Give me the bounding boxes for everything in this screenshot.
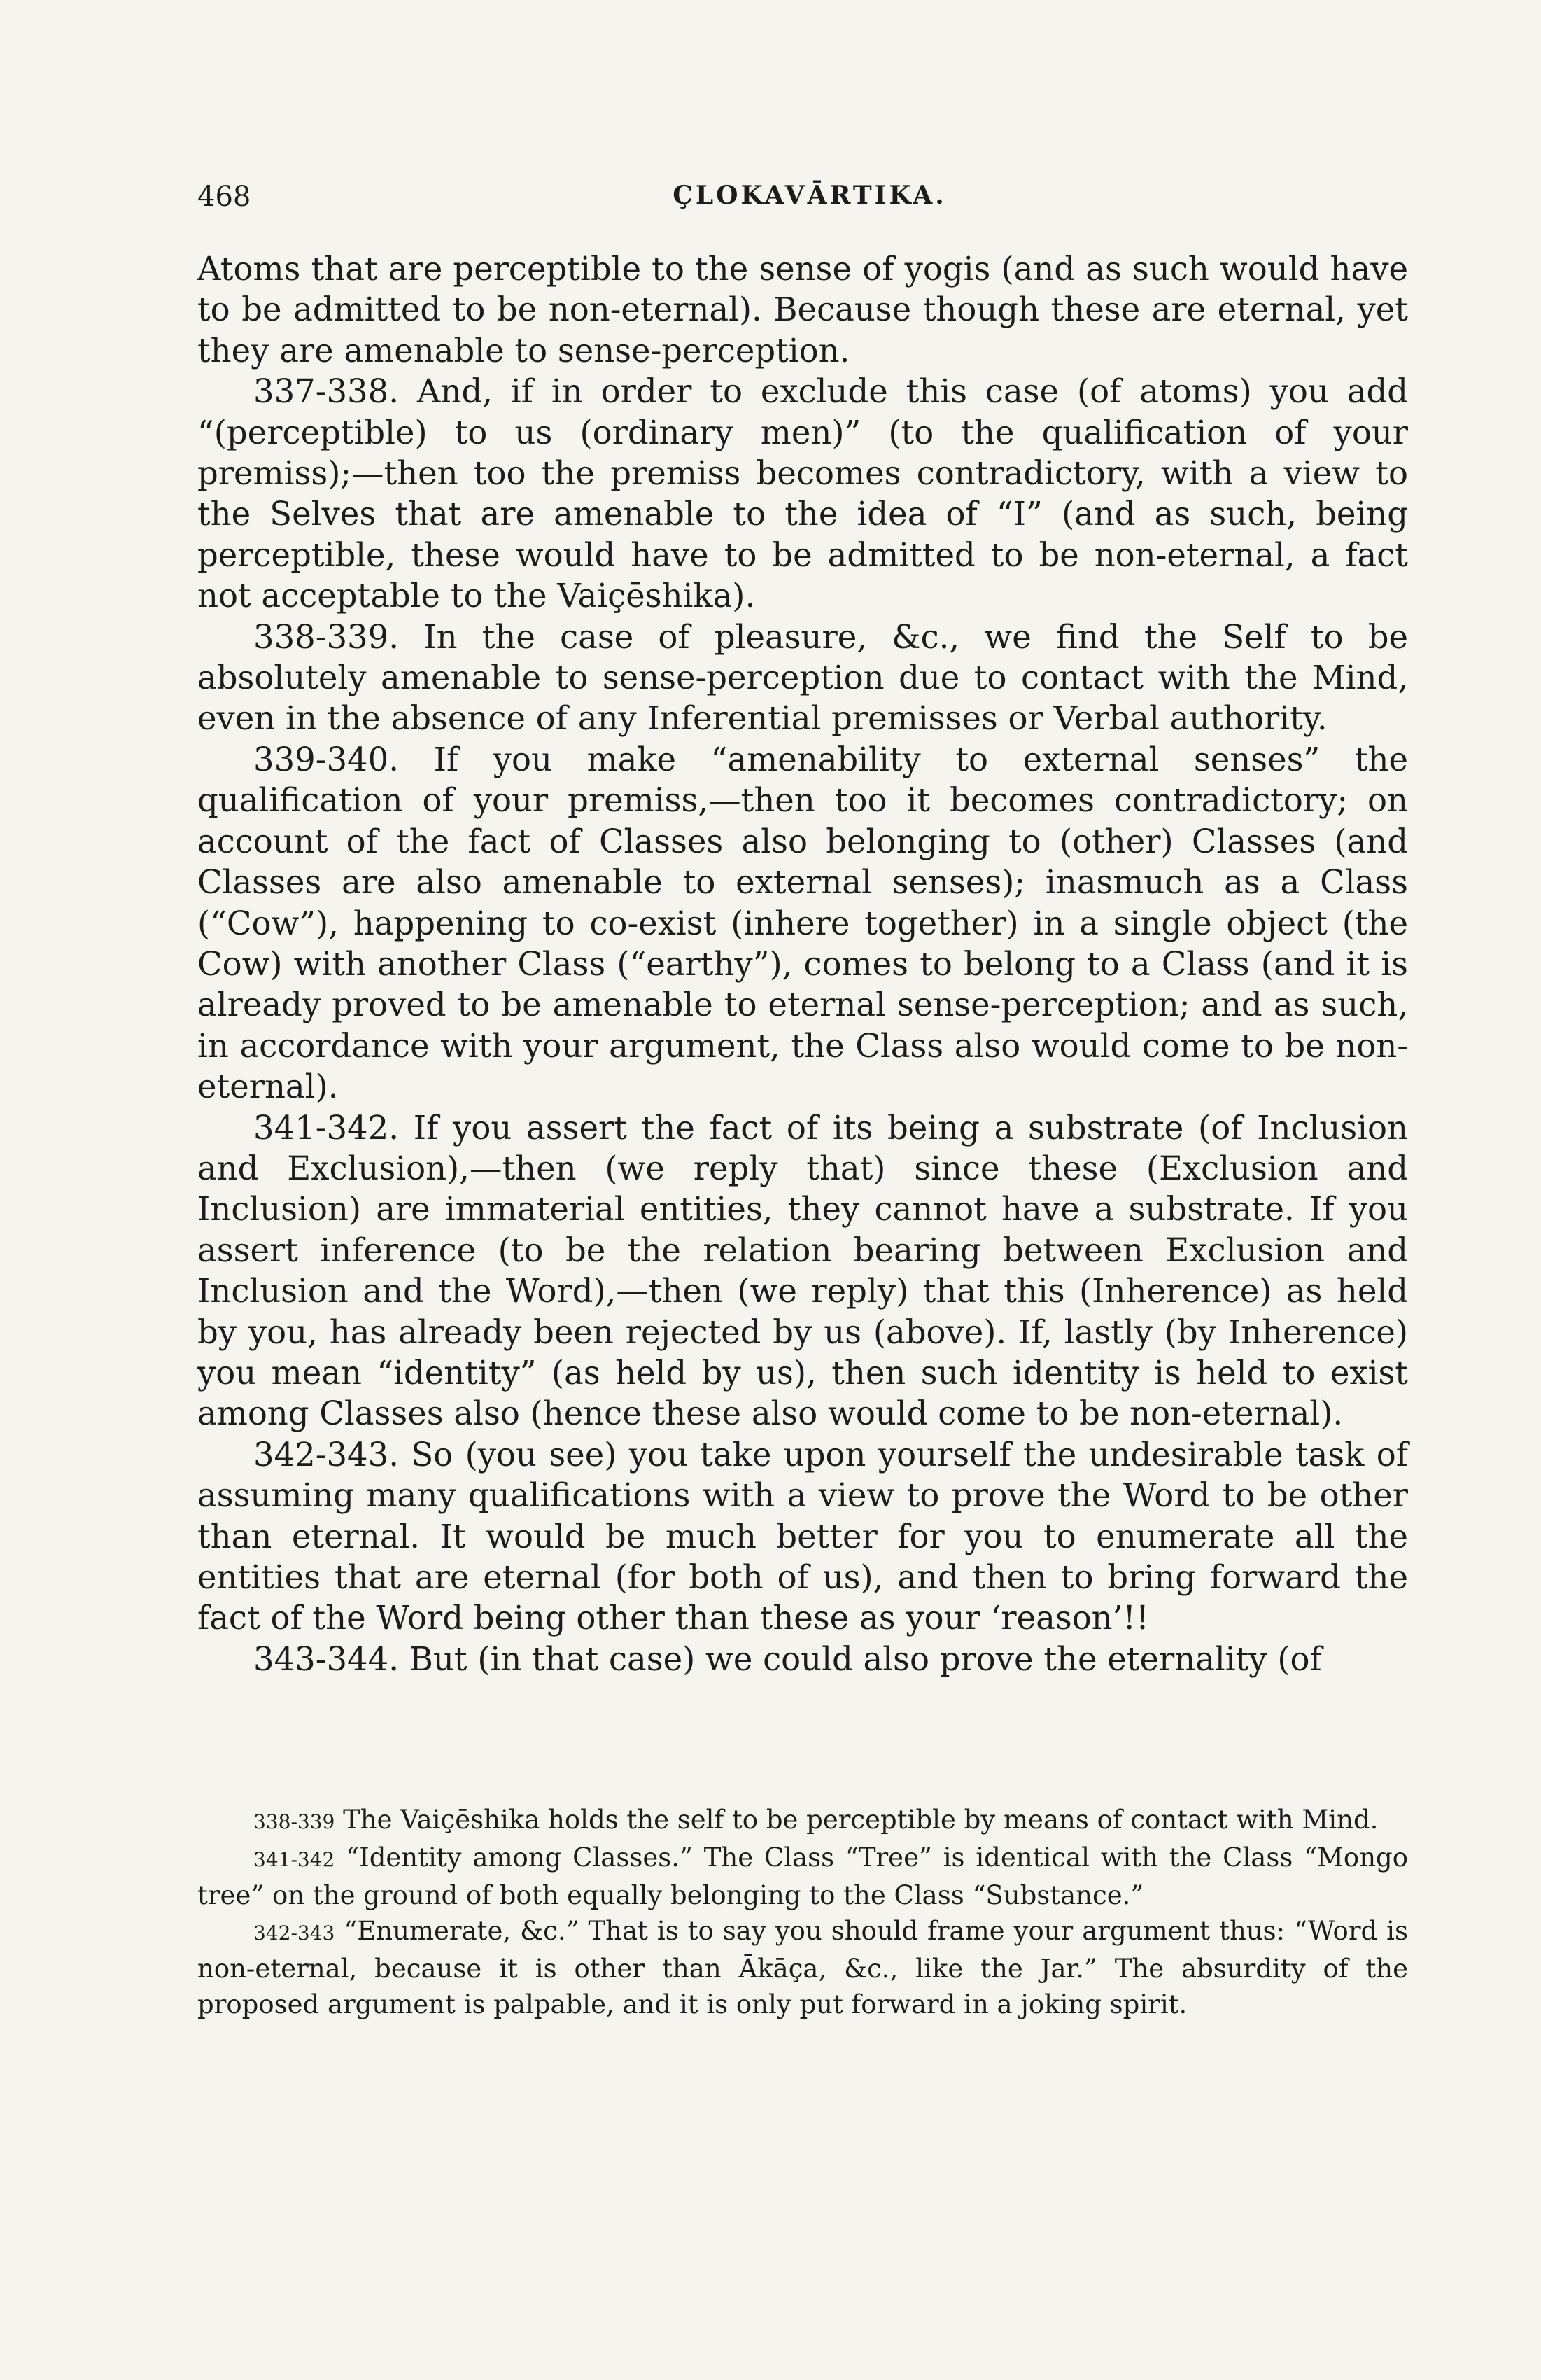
footnote: 338-339 The Vaiçēshika holds the self to be perceptible by means of contact with Mind. [253, 1805, 1379, 1835]
verse-number: 342-343. [253, 1435, 400, 1474]
paragraph: 337-338. And, if in order to exclude this case (of atoms) you add “(perceptible) to us (ordinary men)” (to the qualification of your premiss);—then too the premiss becomes contradictory, with a view to the Selves that are amenable to the idea of “I” (and as such, being perceptible, these would have to be admitted to be non-eternal, a fact not acceptable to the Vaiçēshika). [197, 372, 1408, 615]
paragraph: Atoms that are perceptible to the sense of yogis (and as such would have to be admitted to be non-eternal). Because though these are eternal, yet they are amenable to sense-perception. [197, 250, 1408, 370]
page-number: 468 [197, 181, 251, 213]
paragraph: 339-340. If you make “amenability to external senses” the qualification of your premiss,—then too it becomes contradictory; on account of the fact of Classes also belonging to (other) Classes (and Classes are also amenable to external senses); inasmuch as a Class (“Cow”), happening to co-exist (inhere together) in a single object (the Cow) with another Class (“earthy”), comes to belong to a Class (and it is already proved to be amenable to eternal sense-perception; and as such, in accordance with your argument, the Class also would come to be non-eternal). [197, 740, 1409, 1106]
footnote: 342-343 “Enumerate, &c.” That is to say you should frame your argument thus: “Word is non-eternal, because it is other than Ākāça, &c., like the Jar.” The absurdity of the proposed argument is palpable, and it is only put forward in a joking spirit. [197, 1916, 1408, 2019]
paragraph: 342-343. So (you see) you take upon yourself the undesirable task of assuming many qualifications with a view to prove the Word to be other than eternal. It would be much better for you to enumerate all the entities that are eternal (for both of us), and then to bring forward the fact of the Word being other than these as your ‘reason’!! [197, 1435, 1408, 1637]
verse-number: 341-342. [253, 1108, 400, 1147]
footnote-ref: 342-343 [253, 1921, 335, 1945]
verse-number: 339-340. [253, 740, 400, 778]
paragraph: 341-342. If you assert the fact of its being a substrate (of Inclusion and Exclusion),—then (we reply that) since these (Exclusion and Inclusion) are immaterial entities, they cannot have a substrate. If you assert inference (to be the relation bearing between Exclusion and Inclusion and the Word),—then (we reply) that this (Inherence) as held by you, has already been rejected by us (above). If, lastly (by Inherence) you mean “identity” (as held by us), then such identity is held to exist among Classes also (hence these also would come to be non-eternal). [197, 1108, 1408, 1433]
paragraph: 343-344. But (in that case) we could also prove the eternality (of [253, 1639, 1322, 1678]
paragraph: 338-339. In the case of pleasure, &c., we find the Self to be absolutely amenable to sense-perception due to contact with the Mind, even in the absence of any Inferential premisses or Verbal authority. [197, 617, 1408, 738]
footnote: 341-342 “Identity among Classes.” The Class “Tree” is identical with the Class “Mongo tree” on the ground of both equally belonging to the Class “Substance.” [197, 1842, 1408, 1910]
running-head [197, 181, 1422, 223]
footnote-ref: 338-339 [253, 1810, 335, 1833]
verse-number: 337-338. [253, 372, 400, 411]
footnote-ref: 341-342 [253, 1848, 335, 1871]
footnotes [197, 1802, 1408, 2022]
verse-number: 338-339. [253, 617, 400, 656]
body-text [197, 248, 1408, 1679]
running-title: ÇLOKAVĀRTIKA. [673, 181, 947, 210]
verse-number: 343-344. [253, 1639, 400, 1678]
